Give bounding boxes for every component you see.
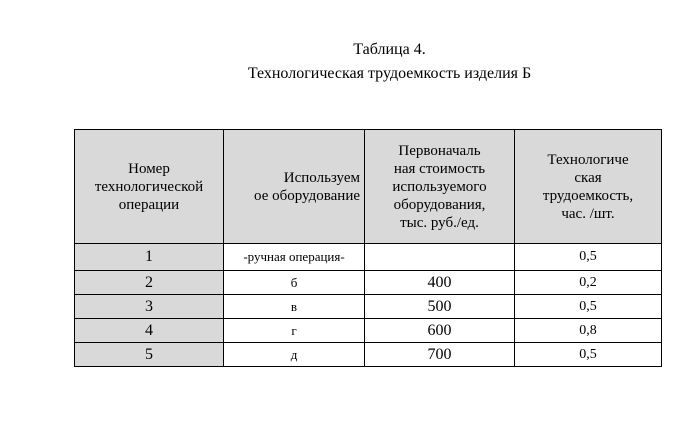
operation-number-cell: 2	[75, 271, 224, 295]
equipment-cell: б	[224, 271, 365, 295]
header-line: час. /шт.	[561, 205, 615, 222]
header-line: Используем	[283, 169, 360, 186]
operation-number-cell: 5	[75, 343, 224, 367]
labor-intensity-table	[74, 129, 662, 367]
cost-cell	[365, 244, 515, 271]
header-line: трудоемкость,	[542, 187, 634, 204]
labor-cell: 0,8	[515, 319, 662, 343]
header-equipment	[224, 130, 365, 244]
header-line: Технологиче	[547, 151, 629, 168]
table-caption-title: Технологическая трудоемкость изделия Б	[247, 65, 532, 82]
equipment-cell: в	[224, 295, 365, 319]
labor-cell: 0,5	[515, 244, 662, 271]
header-line: Номер	[128, 160, 170, 177]
table-caption-number: Таблица 4.	[353, 41, 426, 58]
labor-cell: 0,5	[515, 295, 662, 319]
equipment-cell: г	[224, 319, 365, 343]
cost-cell: 500	[365, 295, 515, 319]
equipment-cell: -ручная операция-	[224, 244, 365, 271]
operation-number-cell: 1	[75, 244, 224, 271]
header-line: ое оборудование	[254, 187, 360, 204]
labor-cell: 0,5	[515, 343, 662, 367]
header-line: операции	[118, 196, 180, 213]
table-row	[75, 271, 662, 295]
labor-cell: 0,2	[515, 271, 662, 295]
cost-cell: 600	[365, 319, 515, 343]
header-initial-cost	[365, 130, 515, 244]
table-row	[75, 343, 662, 367]
header-line: тыс. руб./ед.	[400, 214, 479, 231]
header-line: ная стоимость	[393, 160, 486, 177]
operation-number-cell: 3	[75, 295, 224, 319]
header-labor-intensity	[515, 130, 662, 244]
table-row	[75, 295, 662, 319]
table-row	[75, 319, 662, 343]
header-line: Первоначаль	[398, 142, 481, 159]
header-operation-number	[75, 130, 224, 244]
header-line: ская	[574, 169, 602, 186]
cost-cell: 700	[365, 343, 515, 367]
header-line: оборудования,	[393, 196, 486, 213]
table-header-row	[75, 130, 662, 244]
cost-cell: 400	[365, 271, 515, 295]
equipment-cell: д	[224, 343, 365, 367]
table-row	[75, 244, 662, 271]
operation-number-cell: 4	[75, 319, 224, 343]
header-line: используемого	[392, 178, 487, 195]
header-line: технологической	[94, 178, 204, 195]
